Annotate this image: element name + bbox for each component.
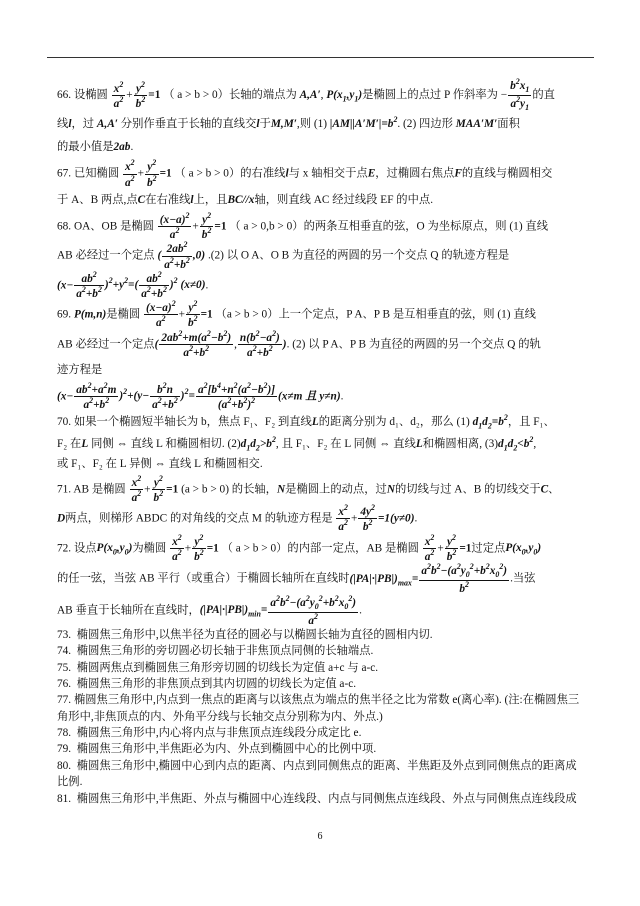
math: ): [282, 337, 287, 350]
formula-fixed-point-y: $\frac{n(b^2-a^2)}{a^2+b^2}$: [239, 328, 280, 359]
math: (: [154, 337, 159, 350]
item-72-text: .当弦: [510, 572, 536, 585]
formula-ellipse: $\frac{x^2}{a^2}$: [131, 473, 142, 504]
item-68-text: 68. OA、OB 是椭圆: [57, 220, 154, 233]
math: 2ab: [113, 141, 131, 154]
item-67-text: 于 A、B 两点,点: [57, 193, 138, 206]
math: (x−: [57, 279, 74, 292]
math: =1(y≠0): [377, 512, 415, 525]
document-page: [57, 78, 593, 807]
item-69-text: 迹方程是: [57, 363, 103, 376]
item-66-text: 于: [259, 118, 271, 131]
formula-locus: $\frac{ab^2}{a^2+b^2}$: [76, 269, 102, 300]
math: $(|PA|\cdot|PB|)_{max}=$: [349, 572, 419, 587]
formula-ellipse-y: $\frac{y^2}{b^2}$: [135, 79, 146, 110]
item-text: 椭圆焦三角形的旁切圆必切长轴于非焦顶点同侧的长轴端点.: [76, 645, 374, 658]
formula-locus-y: $\frac{b^2n}{a^2+b^2}$: [152, 381, 178, 411]
item-66-text: ，过: [71, 118, 95, 131]
math: MAA′M′: [455, 118, 498, 131]
formula-ellipse: $\frac{x^2}{a^2}$: [172, 532, 182, 563]
item-68-text: .(2) 以 O A、O B 为直径的两圆的另一个交点 Q 的轨迹方程是: [207, 249, 510, 262]
math: P(m,n): [73, 308, 107, 321]
item-text: 比例.: [57, 776, 83, 789]
math: (: [157, 249, 162, 262]
item-72-text: 为椭圆: [132, 541, 167, 554]
item-69-text: . (2) 以 P A、P B 为直径的两圆的另一个交点 Q 的轨: [286, 337, 541, 350]
item-79: [57, 741, 593, 757]
formula-max: $\frac{a^2b^2-(a^2y_0^2+b^2x_0^2)}{b^2}$: [421, 562, 508, 595]
math: L: [81, 438, 89, 451]
formula-ellipse: $\frac{x^2}{a^2}$: [124, 158, 135, 189]
math: )$^2+y^2=$(: [104, 276, 139, 292]
item-70-text: ，且 F₁、: [507, 416, 555, 429]
math: C: [540, 483, 549, 496]
math: (x≠m 且 y≠n): [277, 390, 341, 403]
item-number: 74.: [57, 645, 72, 658]
formula-locus-r: $\frac{a^2[b^4+n^2(a^2-b^2)]}{(a^2+b^2)^2}$: [197, 381, 275, 411]
formula-ellipse-y: $\frac{y^2}{b^2}$: [446, 532, 457, 563]
item-67-text: 上，且: [193, 193, 228, 206]
item-70-text: 70. 如果一个椭圆短半轴长为 b，焦点 F₁、F₂ 到直线: [57, 416, 312, 429]
math: $(|PA|\cdot|PB|)_{min}=$: [199, 604, 268, 619]
item-text: 角形中,非焦顶点的内、外角平分线与长轴交点分别称为内、外点.): [57, 710, 383, 723]
item-number: 75.: [57, 661, 72, 674]
math: F: [454, 167, 462, 180]
math: $d_1d_2<b^2$: [498, 435, 534, 453]
item-72-text: 72. 设点: [57, 541, 97, 554]
formula-slope: $\frac{b^2x_1}{a^2y_1}$: [510, 77, 530, 112]
item-66-text: . (2) 四边形: [397, 118, 453, 131]
formula-fixed-point-x: $\frac{2ab^2+m(a^2-b^2)}{a^2+b^2}$: [161, 328, 232, 359]
item-76: [57, 676, 593, 692]
item-66-text: 的直: [532, 88, 555, 101]
math: )$^2$+(y−: [119, 387, 150, 403]
item-68: 68. OA、OB 是椭圆 $\frac{(x-a)^2}{a^2}$ + $\frac{y^2}{b^2}$ =1 （ a > 0,b > 0）的两条互相垂直的弦，O 为坐标原点，则 (1) 直线 AB 必经过一个定点 ( $\frac{2ab^2}{a^2+b^2}$ ,0) .(2) 以 O A、O B 为直径的两圆的另一个交点 Q 的轨迹方程是 (x− $\frac{ab^2}{a^2+b^2}$ )$^2+y^2=$( $\frac{ab^2}{a^2+b^2}$ )$^2$ (x≠0).: [57, 211, 549, 300]
item-text: 椭圆焦三角形的非焦顶点到其内切圆的切线长为定值 a-c.: [76, 677, 357, 690]
formula-min: $\frac{a^2b^2-(a^2y_0^2+b^2x_0^2)}{a^2}$: [270, 593, 357, 627]
formula-ellipse-y: $\frac{y^2}{b^2}$: [188, 299, 198, 330]
item-72-text: （ a > b > 0）的内部一定点，AB 是椭圆: [221, 541, 419, 554]
formula-locus-r: $\frac{ab^2}{a^2+b^2}$: [141, 269, 167, 300]
item-66-text: 66. 设椭圆: [57, 88, 108, 101]
item-68-text: AB 必经过一个定点: [57, 249, 155, 262]
math: $|AM||A'M'|=b^2$: [329, 115, 398, 131]
math: $P(x_0,y_0)$: [505, 541, 542, 557]
math: A,A′: [96, 118, 118, 131]
item-67-text: 与 x 轴相交于点: [288, 167, 368, 180]
item-text: 椭圆焦三角形中,内心将内点与非焦顶点连线段分成定比 e.: [76, 727, 362, 740]
formula-ellipse: $\frac{x^2}{a^2}$: [424, 532, 435, 563]
item-81: [57, 791, 593, 807]
item-text: 椭圆两焦点到椭圆焦三角形旁切圆的切线长为定值 a+c 与 a-c.: [76, 661, 379, 674]
math: )$^2$ (x≠0): [169, 276, 206, 292]
math: l: [68, 118, 72, 131]
item-number: 73.: [57, 628, 72, 641]
formula-locus-y: $\frac{4y^2}{b^2}$: [360, 503, 375, 534]
formula-ellipse-y: $\frac{y^2}{b^2}$: [146, 158, 157, 189]
item-69: 69. P(m,n)是椭圆 $\frac{(x-a)^2}{a^2}$ + $\frac{y^2}{b^2}$ =1 （a > b > 0）上一个定点，P A、P B 是互相垂直的弦，则 (1) 直线 AB 必经过一个定点( $\frac{2ab^2+m(a^2-b^2)}{a^2+b^2}$ , $\frac{n(b^2-a^2)}{a^2+b^2}$ ). (2) 以 P A、P B 为直径的两圆的另一个交点 Q 的轨 迹方程是 (x− $\frac{ab^2+a^2m}{a^2+b^2}$ )$^2$+(y− $\frac{b^2n}{a^2+b^2}$ )$^2$= $\frac{a^2[b^4+n^2(a^2-b^2)]}{(a^2+b^2)^2}$ (x≠m 且 y≠n).: [57, 299, 541, 411]
math: (x−: [57, 390, 74, 403]
item-66-text: 分别作垂直于长轴的直线交: [120, 118, 257, 131]
math: $d_1d_2>b^2$: [240, 435, 276, 453]
math: l: [285, 167, 289, 180]
page-number: 6: [317, 831, 323, 842]
item-78: [57, 725, 593, 741]
item-66-text: （ a > b > 0）长轴的端点为: [163, 88, 297, 101]
math: M,M′: [270, 118, 297, 131]
math: E: [367, 167, 376, 180]
item-70-text: , 且 F₁、F₂ 在 L 同侧 ⇔ 直线: [275, 438, 416, 451]
item-text: 椭圆焦三角形中,椭圆中心到内点的距离、内点到同侧焦点的距离、半焦距及外点到同侧焦点的距离成: [76, 759, 577, 772]
formula-ellipse-shift: $\frac{(x-a)^2}{a^2}$: [146, 299, 176, 330]
math: l: [190, 193, 194, 206]
item-70-text: F₂ 在: [57, 438, 82, 451]
item-number: 81.: [57, 792, 72, 805]
formula-ellipse-y: $\frac{y^2}{b^2}$: [201, 211, 212, 241]
item-71-text: 两点，则梯形 ABDC 的对角线的交点 M 的轨迹方程是: [65, 512, 333, 525]
math: N: [386, 483, 395, 496]
item-77: [57, 692, 593, 725]
item-67-text: （ a > b > 0）的右准线: [174, 167, 286, 180]
math: L: [311, 416, 319, 429]
item-72: 72. 设点$P(x_0,y_0)$为椭圆 $\frac{x^2}{a^2}$ + $\frac{y^2}{b^2}$ =1 （ a > b > 0）的内部一定点，AB 是椭圆 $\frac{x^2}{a^2}$ + $\frac{y^2}{b^2}$ =1过定点$P(x_0,y_0)$ 的任一弦，当弦 AB 平行（或重合）于椭圆长轴所在直线时$(|PA|\cdot|PB|)_{max}=$ $\frac{a^2b^2-(a^2y_0^2+b^2x_0^2)}{b^2}$ .当弦 AB 垂直于长轴所在直线时，$(|PA|\cdot|PB|)_{min}=$ $\frac{a^2b^2-(a^2y_0^2+b^2x_0^2)}{a^2}$ .: [57, 532, 542, 627]
item-71-text: (a > b > 0) 的长轴，: [181, 483, 277, 496]
item-67-text: 轴，则直线 AC 经过线段 EF 的中点.: [254, 193, 434, 206]
item-number: 77.: [57, 694, 72, 707]
math: $d_1d_2=b^2$: [472, 413, 508, 431]
item-66-text: 线: [57, 118, 69, 131]
math: D: [57, 512, 66, 525]
item-72-text: 过定点: [471, 541, 506, 554]
item-66-text: 是椭圆上的点过 P 作斜率为: [362, 88, 498, 101]
plain-items: [57, 627, 593, 807]
item-text: 椭圆焦三角形中,以焦半径为直径的圆必与以椭圆长轴为直径的圆相内切.: [76, 628, 433, 641]
item-71-text: 71. AB 是椭圆: [57, 483, 126, 496]
math: L: [415, 438, 423, 451]
item-67-text: 的直线与椭圆相交: [461, 167, 553, 180]
item-number: 80.: [57, 759, 72, 772]
item-66-text: 的最小值是: [57, 141, 114, 154]
item-69-text: （a > b > 0）上一个定点，P A、P B 是互相垂直的弦，则 (1) 直线: [215, 308, 536, 321]
math: l: [256, 118, 260, 131]
formula-ellipse-y: $\frac{y^2}{b^2}$: [153, 473, 164, 504]
item-66-text: ,则 (1): [296, 118, 328, 131]
item-69-text: AB 必经过一个定点: [57, 337, 155, 350]
item-67-text: 67. 已知椭圆: [57, 167, 120, 180]
item-70-text: 同侧 ⇔ 直线 L 和椭圆相切. (2): [91, 438, 241, 451]
math: N: [276, 483, 286, 496]
item-text: 椭圆焦三角形中,半焦距、外点与椭圆中心连线段、内点与同侧焦点连线段、外点与同侧焦点连线段成: [76, 792, 577, 805]
item-70-text: 的距离分别为 d₁、d₂，那么 (1): [318, 416, 470, 429]
formula-ellipse-shift: $\frac{(x-a)^2}{a^2}$: [159, 211, 190, 241]
item-73: [57, 627, 593, 643]
item-66-text: 面积: [497, 118, 520, 131]
math: $P(x_0,y_0)$: [96, 541, 133, 557]
item-text: 椭圆焦三角形中,内点到一焦点的距离与以该焦点为端点的焦半径之比为常数 e(离心率). (注:在椭圆焦三: [73, 694, 580, 707]
item-67-text: 在右准线: [145, 193, 191, 206]
item-70-text: 和椭圆相离, (3): [422, 438, 499, 451]
item-67: 67. 已知椭圆 $\frac{x^2}{a^2}$ + $\frac{y^2}{b^2}$ =1 （ a > b > 0）的右准线l与 x 轴相交于点E，过椭圆右焦点F的直线与椭圆相交 于 A、B 两点,点C在右准线l上，且BC//x轴，则直线 AC 经过线段 EF 的中点.: [57, 158, 553, 206]
formula-locus-x: $\frac{x^2}{a^2}$: [338, 503, 348, 534]
formula-locus-x: $\frac{ab^2+a^2m}{a^2+b^2}$: [76, 381, 117, 411]
item-70: 70. 如果一个椭圆短半轴长为 b，焦点 F₁、F₂ 到直线L的距离分别为 d₁、d₂，那么 (1) $d_1d_2=b^2$，且 F₁、 F₂ 在L 同侧 ⇔ 直线 L 和椭圆相切. $(2)d_1d_2>b^2$, 且 F₁、F₂ 在 L 同侧 ⇔ 直线L和椭圆相离, $(3)d_1d_2<b^2$, 或 F₁、F₂ 在 L 异侧 ⇔ 直线 L 和椭圆相交.: [57, 413, 555, 471]
item-69-text: 是椭圆: [106, 308, 141, 321]
math: C: [137, 193, 146, 206]
item-71-text: 是椭圆上的动点，过: [285, 483, 387, 496]
item-text: 椭圆焦三角形中,半焦距必为内、外点到椭圆中心的比例中项.: [76, 743, 377, 756]
item-71-text: 的切线与过 A、B 的切线交于: [395, 483, 541, 496]
item-75: [57, 660, 593, 676]
formula-ellipse: $\frac{x^2}{a^2}$: [113, 79, 124, 110]
item-72-text: AB 垂直于长轴所在直线时，: [57, 604, 200, 617]
item-72-text: 的任一弦，当弦 AB 平行（或重合）于椭圆长轴所在直线时: [57, 572, 350, 585]
item-80: [57, 758, 593, 791]
item-74: [57, 643, 593, 659]
formula-ellipse-y: $\frac{y^2}{b^2}$: [194, 532, 204, 563]
math: A,A′: [299, 88, 321, 101]
header-rule: [47, 57, 594, 58]
math: $P(x_1,y_1)$: [326, 88, 363, 104]
item-number: 79.: [57, 743, 72, 756]
item-70-text: 或 F₁、F₂ 在 L 异侧 ⇔ 直线 L 和椭圆相交.: [57, 458, 263, 471]
math: )$^2$=: [180, 387, 195, 403]
item-68-text: （ a > 0,b > 0）的两条互相垂直的弦，O 为坐标原点，则 (1) 直线: [229, 220, 549, 233]
item-number: 78.: [57, 727, 72, 740]
item-71: 71. AB 是椭圆 $\frac{x^2}{a^2}$ + $\frac{y^2}{b^2}$ =1 (a > b > 0) 的长轴，N是椭圆上的动点，过N的切线与过 A、B 的切线交于C、 D两点，则梯形 ABDC 的对角线的交点 M 的轨迹方程是 $\frac{x^2}{a^2}$ + $\frac{4y^2}{b^2}$ =1(y≠0).: [57, 473, 560, 534]
item-66: 66. 设椭圆 $\frac{x^2}{a^2}$ + $\frac{y^2}{b^2}$ =1 （ a > b > 0）长轴的端点为 A,A′, $P(x_1,y_1)$是椭圆上的点过 P 作斜率为 − $\frac{b^2x_1}{a^2y_1}$ 的直 线l，过 A,A′ 分别作垂直于长轴的直线交l于M,M′,则 (1) $|AM||A'M'|=b^2$. (2) 四边形 MAA′M′面积 的最小值是2ab.: [57, 77, 555, 154]
formula-fixed-point: $\frac{2ab^2}{a^2+b^2}$: [164, 240, 190, 271]
item-67-text: ，过椭圆右焦点: [375, 167, 455, 180]
math: ,0): [192, 249, 206, 262]
item-number: 76.: [57, 677, 72, 690]
math: BC//x: [227, 193, 255, 206]
item-69-text: 69.: [57, 308, 72, 321]
